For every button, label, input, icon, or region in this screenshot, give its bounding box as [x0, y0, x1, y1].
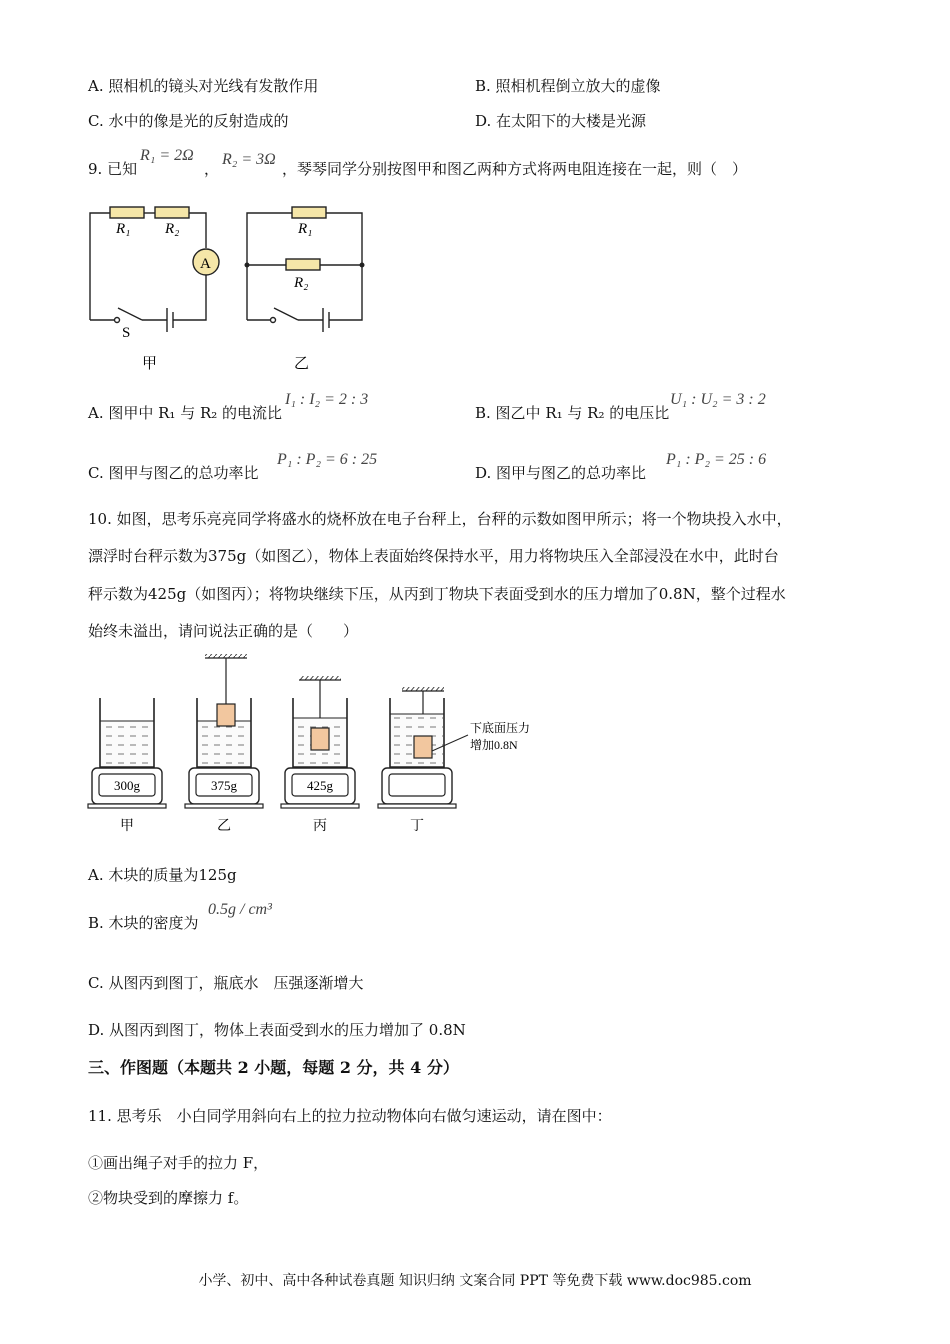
q10-scale-figure [80, 650, 560, 835]
q10-stem-line2: 漂浮时台秤示数为375g（如图乙），物体上表面始终保持水平，用力将物块压入全部浸没在水中，此时台 [88, 547, 779, 565]
q10-stem-line4: 始终未溢出，请问说法正确的是（ ） [88, 622, 359, 640]
q9-stem-start: 9. 已知 [88, 160, 138, 178]
q9-fig2-r1-label: R₁ [298, 221, 313, 237]
q9-option-d: D. 图甲与图乙的总功率比 [475, 464, 647, 482]
q9-option-a: A. 图甲中 R₁ 与 R₂ 的电流比 [88, 404, 283, 422]
q9-option-c-expr: P₁ : P₂ = 6 : 25 [277, 451, 378, 468]
q11-part-1: ①画出绳子对手的拉力 F， [88, 1154, 269, 1172]
q8-option-d: D. 在太阳下的大楼是光源 [475, 112, 647, 130]
scale-reading-bing: 425g [307, 778, 333, 793]
q11-part-2: ②物块受到的摩擦力 f。 [88, 1189, 249, 1207]
q9-option-a-expr: I₁ : I₂ = 2 : 3 [285, 391, 369, 408]
q10-option-a: A. 木块的质量为125g [88, 866, 237, 884]
circuit-yi-label: 乙 [294, 356, 310, 372]
q10-option-d: D. 从图丙到图丁，物体上表面受到水的压力增加了 0.8N [88, 1021, 466, 1039]
q8-option-b: B. 照相机程倒立放大的虚像 [475, 77, 661, 95]
q10-option-b-expr: 0.5g / cm³ [208, 901, 272, 918]
q9-stem-end: ，琴琴同学分别按图甲和图乙两种方式将两电阻连接在一起，则（ ） [282, 160, 748, 178]
ammeter-label: A [200, 256, 211, 272]
q9-r2-value: R₂ = 3Ω [222, 151, 276, 168]
switch-label: S [122, 325, 131, 341]
q9-circuit-figure [80, 195, 380, 380]
q9-option-d-expr: P₁ : P₂ = 25 : 6 [666, 451, 767, 468]
scale-reading-yi: 375g [211, 778, 237, 793]
scale-label-bing: 丙 [313, 819, 327, 834]
q9-fig-r2-label: R₂ [165, 221, 180, 237]
page-footer: 小学、初中、高中各种试卷真题 知识归纳 文案合同 PPT 等免费下载 www.doc985.com [198, 1273, 752, 1289]
q9-option-b: B. 图乙中 R₁ 与 R₂ 的电压比 [475, 404, 670, 422]
q11-stem: 11. 思考乐 小白同学用斜向右上的拉力拉动物体向右做匀速运动，请在图中： [88, 1107, 612, 1125]
q10-option-c: C. 从图丙到图丁，瓶底水 压强逐渐增大 [88, 974, 364, 992]
q10-stem-line3: 秤示数为425g（如图丙）；将物块继续下压，从丙到丁物块下表面受到水的压力增加了0.8N，整个过程水 [88, 585, 786, 603]
q9-fig-r1-label: R₁ [116, 221, 131, 237]
scale-label-yi: 乙 [217, 819, 231, 834]
scale-label-jia: 甲 [120, 819, 134, 834]
q9-r1-value: R₁ = 2Ω [140, 147, 194, 164]
q10-stem-line1: 10. 如图，思考乐亮亮同学将盛水的烧杯放在电子台秤上，台秤的示数如图甲所示；将一个物块投入水中， [88, 510, 792, 528]
q9-option-c: C. 图甲与图乙的总功率比 [88, 464, 259, 482]
scale-reading-jia: 300g [114, 778, 140, 793]
force-note-line2: 增加0.8N [470, 738, 518, 752]
q8-option-c: C. 水中的像是光的反射造成的 [88, 112, 289, 130]
section-3-title: 三、作图题（本题共 2 小题，每题 2 分，共 4 分） [88, 1058, 459, 1077]
q9-fig2-r2-label: R₂ [294, 275, 309, 291]
q9-option-b-expr: U₁ : U₂ = 3 : 2 [670, 391, 766, 408]
force-note-line1: 下底面压力 [470, 721, 531, 735]
q10-option-b: B. 木块的密度为 [88, 914, 199, 932]
q8-option-a: A. 照相机的镜头对光线有发散作用 [88, 77, 319, 95]
q9-separator: ， [204, 160, 220, 178]
scale-label-ding: 丁 [410, 819, 424, 834]
circuit-jia-label: 甲 [142, 356, 158, 372]
